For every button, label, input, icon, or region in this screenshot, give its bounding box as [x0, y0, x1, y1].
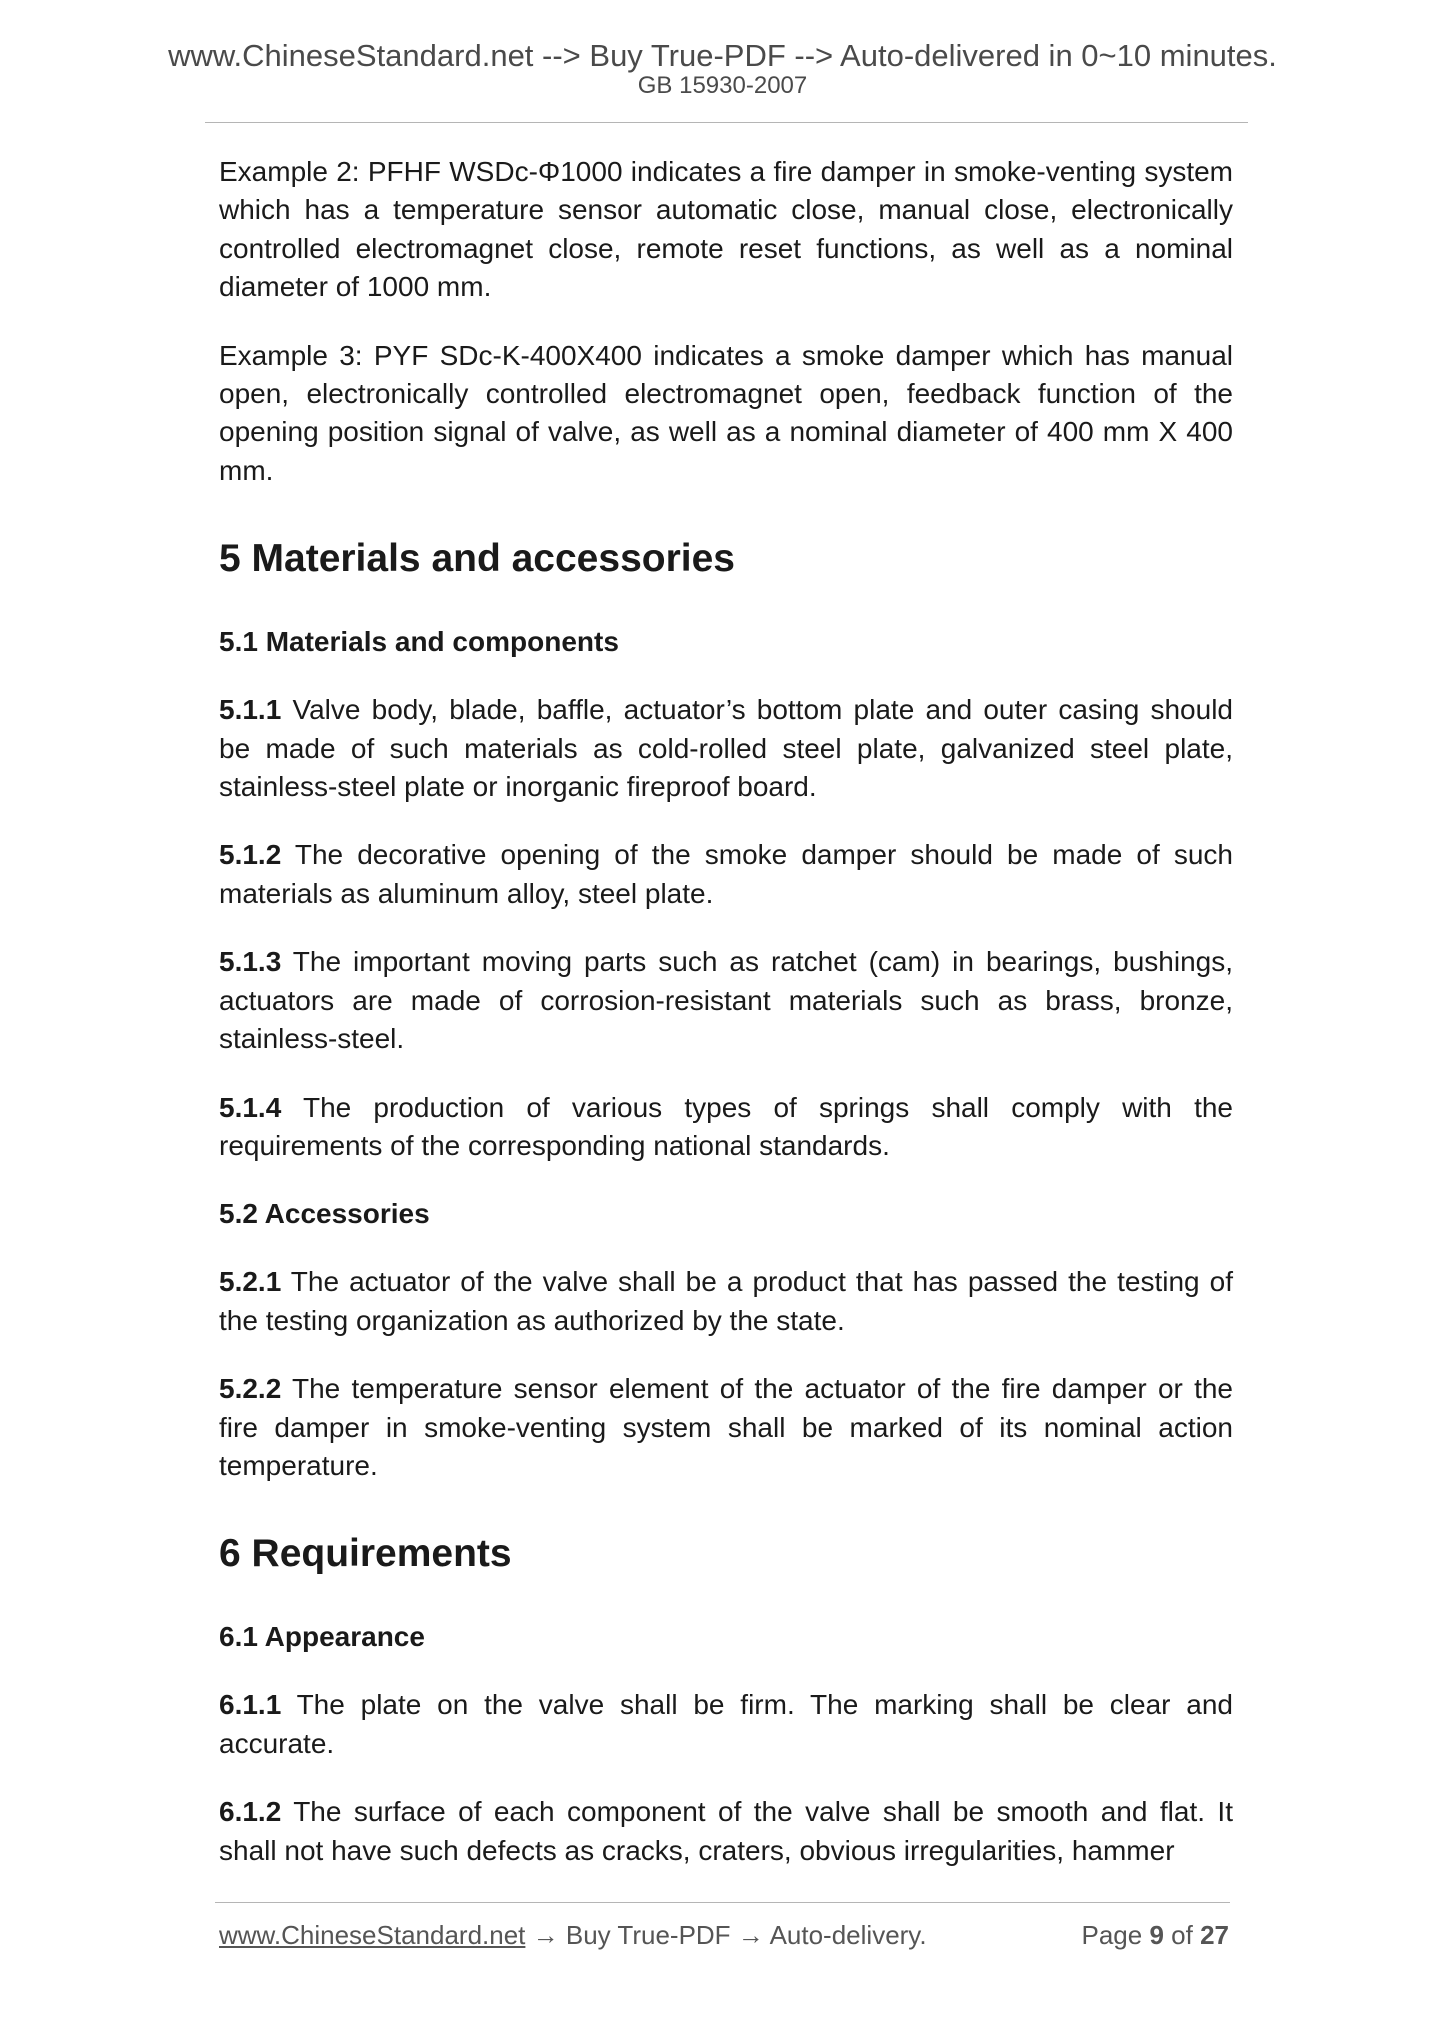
clause-number: 6.1.2	[219, 1796, 282, 1828]
clause-5-1-2	[219, 836, 1233, 913]
clause-5-1-3	[219, 943, 1233, 1058]
clause-text: The production of various types of springs shall comply with the requirements of the corresponding national standards.	[219, 1091, 1233, 1161]
clause-text: The temperature sensor element of the actuator of the fire damper or the fire damper in smoke-venting system shall be marked of its nominal action temperature.	[219, 1373, 1233, 1481]
clause-number: 5.1.2	[219, 839, 282, 871]
header-banner: www.ChineseStandard.net --> Buy True-PDF --> Auto-delivered in 0~10 minutes.	[168, 38, 1277, 73]
clause-5-2-2	[219, 1370, 1233, 1485]
page-number	[1081, 1918, 1229, 1952]
clause-5-1-1	[219, 691, 1233, 806]
page-of: of	[1171, 1920, 1193, 1950]
section-6-1-heading: 6.1 Appearance	[219, 1621, 425, 1653]
clause-number: 6.1.1	[219, 1689, 282, 1721]
example-3: Example 3: PYF SDc-K-400X400 indicates a smoke damper which has manual open, electronically controlled electromagnet open, feedback function of the opening position signal of valve, as well as a nominal diameter of 400 mm X 400 mm.	[219, 339, 1233, 486]
clause-number: 5.1.1	[219, 694, 282, 726]
clause-6-1-1	[219, 1686, 1233, 1763]
page-content	[219, 153, 1233, 1870]
section-5-1-heading: 5.1 Materials and components	[219, 626, 619, 658]
page-total: 27	[1200, 1920, 1229, 1950]
clause-text: The actuator of the valve shall be a product that has passed the testing of the testing organization as authorized by the state.	[219, 1266, 1233, 1336]
header-divider	[205, 122, 1248, 123]
standard-id: GB 15930-2007	[637, 72, 808, 99]
section-6-heading: 6 Requirements	[219, 1532, 512, 1576]
site-link[interactable]: www.ChineseStandard.net	[219, 1920, 526, 1950]
clause-text: The surface of each component of the valve shall be smooth and flat. It shall not have such defects as cracks, craters, obvious irregularities, hammer	[219, 1796, 1233, 1866]
footer-left	[219, 1918, 927, 1952]
clause-number: 5.2.1	[219, 1266, 282, 1298]
clause-6-1-2	[219, 1793, 1233, 1870]
page-current: 9	[1149, 1920, 1164, 1950]
clause-number: 5.1.4	[219, 1091, 282, 1123]
page-label: Page	[1081, 1920, 1143, 1950]
clause-number: 5.1.3	[219, 946, 282, 978]
clause-text: Valve body, blade, baffle, actuator’s bottom plate and outer casing should be made of such materials as cold-rolled steel plate, galvanized steel plate, stainless-steel plate or inorganic fireproof board.	[219, 694, 1233, 803]
footer-divider	[215, 1902, 1230, 1903]
clause-text: The important moving parts such as ratchet (cam) in bearings, bushings, actuators are made of corrosion-resistant materials such as brass, bronze, stainless-steel.	[219, 946, 1233, 1055]
example-2: Example 2: PFHF WSDc-Φ1000 indicates a fire damper in smoke-venting system which has a temperature sensor automatic close, manual close, electronically controlled electromagnet close, remote reset functions, as well as a nominal diameter of 1000 mm.	[219, 156, 1233, 303]
clause-text: The plate on the valve shall be firm. The marking shall be clear and accurate.	[219, 1689, 1233, 1759]
clause-text: The decorative opening of the smoke damper should be made of such materials as aluminum alloy, steel plate.	[219, 839, 1233, 909]
clause-number: 5.2.2	[219, 1373, 282, 1405]
clause-5-1-4	[219, 1089, 1233, 1166]
section-5-heading: 5 Materials and accessories	[219, 537, 735, 581]
page-footer	[219, 1918, 1229, 1952]
clause-5-2-1	[219, 1263, 1233, 1340]
section-5-2-heading: 5.2 Accessories	[219, 1198, 430, 1230]
footer-tagline: → Buy True-PDF → Auto-delivery.	[525, 1920, 927, 1950]
